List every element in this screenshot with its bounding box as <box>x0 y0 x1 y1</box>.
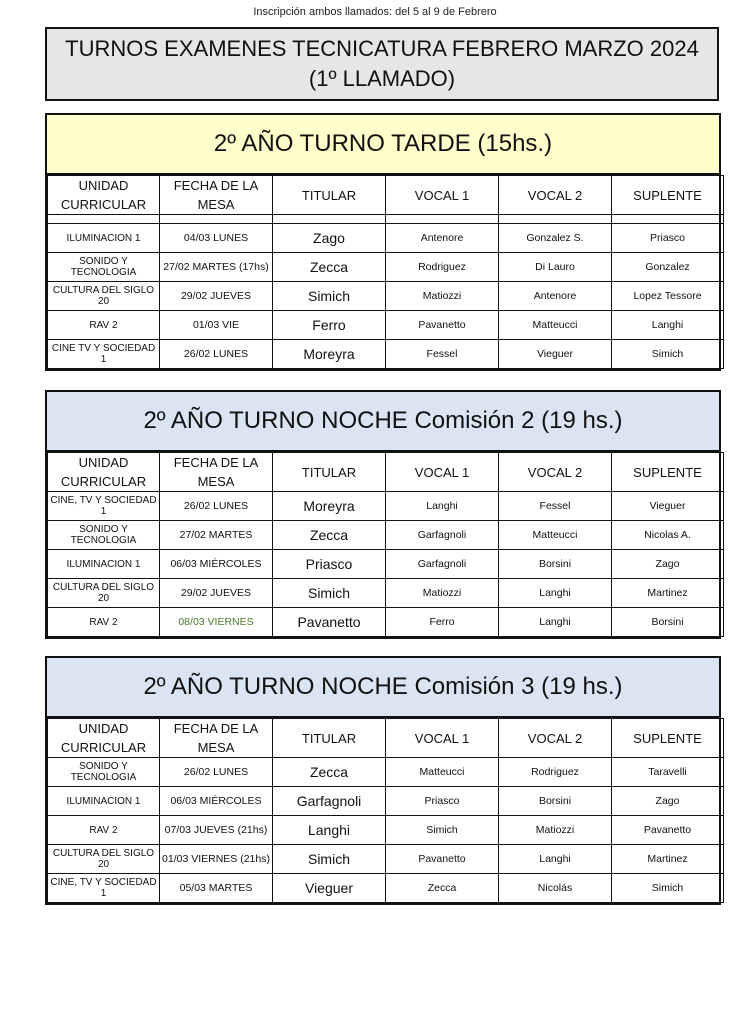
cell-vocal-2: Matteucci <box>499 311 612 340</box>
cell-titular: Langhi <box>273 816 386 845</box>
table-row <box>48 550 724 579</box>
header-vocal-2: VOCAL 2 <box>499 176 612 215</box>
table-row <box>48 874 724 903</box>
cell-vocal-2: Di Lauro <box>499 253 612 282</box>
cell-vocal-2: Rodriguez <box>499 758 612 787</box>
table-row <box>48 758 724 787</box>
cell-suplente: Taravelli <box>612 758 724 787</box>
cell-suplente: Pavanetto <box>612 816 724 845</box>
header-vocal-1: VOCAL 1 <box>386 453 499 492</box>
cell-vocal-2: Gonzalez S. <box>499 224 612 253</box>
header-vocal-1: VOCAL 1 <box>386 176 499 215</box>
cell-suplente: Zago <box>612 787 724 816</box>
section-title: 2º AÑO TURNO NOCHE Comisión 3 (19 hs.) <box>47 658 719 718</box>
cell-suplente: Simich <box>612 340 724 369</box>
table-row <box>48 253 724 282</box>
cell-vocal-1: Langhi <box>386 492 499 521</box>
cell-fecha: 27/02 MARTES <box>160 521 273 550</box>
section-title: 2º AÑO TURNO TARDE (15hs.) <box>47 115 719 175</box>
cell-vocal-2: Borsini <box>499 787 612 816</box>
cell-vocal-1: Zecca <box>386 874 499 903</box>
header-unidad: UNIDAD CURRICULAR <box>48 453 160 492</box>
cell-suplente: Martinez <box>612 845 724 874</box>
cell-suplente: Simich <box>612 874 724 903</box>
page-title-line-2: (1º LLAMADO) <box>308 66 456 91</box>
header-suplente: SUPLENTE <box>612 453 724 492</box>
cell-suplente: Langhi <box>612 311 724 340</box>
header-fecha: FECHA DE LA MESA <box>160 176 273 215</box>
cell-vocal-1: Matiozzi <box>386 579 499 608</box>
header-fecha: FECHA DE LA MESA <box>160 453 273 492</box>
cell-fecha: 29/02 JUEVES <box>160 282 273 311</box>
cell-unidad: SONIDO Y TECNOLOGIA <box>48 521 160 550</box>
schedule-section-noche-comision-2 <box>45 390 721 639</box>
cell-unidad: SONIDO Y TECNOLOGIA <box>48 758 160 787</box>
cell-vocal-2: Langhi <box>499 845 612 874</box>
table-row <box>48 340 724 369</box>
cell-unidad: SONIDO Y TECNOLOGIA <box>48 253 160 282</box>
table-row <box>48 608 724 637</box>
cell-vocal-2: Fessel <box>499 492 612 521</box>
schedule-table <box>47 718 724 903</box>
cell-unidad: ILUMINACION 1 <box>48 787 160 816</box>
cell-titular: Zecca <box>273 758 386 787</box>
cell-vocal-2: Nicolás <box>499 874 612 903</box>
cell-vocal-1: Priasco <box>386 787 499 816</box>
cell-titular: Garfagnoli <box>273 787 386 816</box>
section-title: 2º AÑO TURNO NOCHE Comisión 2 (19 hs.) <box>47 392 719 452</box>
table-row <box>48 787 724 816</box>
cell-fecha-highlighted: 08/03 VIERNES <box>160 608 273 637</box>
cell-fecha: 26/02 LUNES <box>160 340 273 369</box>
table-header-row <box>48 176 724 215</box>
registration-note: Inscripción ambos llamados: del 5 al 9 de Febrero <box>253 6 497 18</box>
cell-vocal-1: Fessel <box>386 340 499 369</box>
cell-fecha: 04/03 LUNES <box>160 224 273 253</box>
schedule-section-tarde <box>45 113 721 371</box>
cell-titular: Vieguer <box>273 874 386 903</box>
header-vocal-2: VOCAL 2 <box>499 719 612 758</box>
cell-fecha: 06/03 MIÉRCOLES <box>160 787 273 816</box>
cell-titular: Zago <box>273 224 386 253</box>
table-row <box>48 311 724 340</box>
cell-titular: Moreyra <box>273 340 386 369</box>
spacer-row <box>48 215 724 224</box>
cell-vocal-1: Matiozzi <box>386 282 499 311</box>
cell-vocal-1: Garfagnoli <box>386 521 499 550</box>
header-unidad: UNIDAD CURRICULAR <box>48 719 160 758</box>
cell-unidad: CULTURA DEL SIGLO 20 <box>48 845 160 874</box>
cell-vocal-1: Pavanetto <box>386 311 499 340</box>
cell-unidad: CINE TV Y SOCIEDAD 1 <box>48 340 160 369</box>
cell-titular: Moreyra <box>273 492 386 521</box>
cell-titular: Ferro <box>273 311 386 340</box>
cell-unidad: CINE, TV Y SOCIEDAD 1 <box>48 874 160 903</box>
header-vocal-1: VOCAL 1 <box>386 719 499 758</box>
header-suplente: SUPLENTE <box>612 176 724 215</box>
cell-vocal-2: Langhi <box>499 608 612 637</box>
cell-unidad: CULTURA DEL SIGLO 20 <box>48 579 160 608</box>
cell-fecha: 26/02 LUNES <box>160 758 273 787</box>
cell-unidad: RAV 2 <box>48 608 160 637</box>
header-titular: TITULAR <box>273 453 386 492</box>
cell-unidad: ILUMINACION 1 <box>48 224 160 253</box>
cell-vocal-1: Rodriguez <box>386 253 499 282</box>
table-row <box>48 224 724 253</box>
cell-fecha: 29/02 JUEVES <box>160 579 273 608</box>
cell-suplente: Nicolas A. <box>612 521 724 550</box>
cell-suplente: Lopez Tessore <box>612 282 724 311</box>
cell-vocal-2: Antenore <box>499 282 612 311</box>
cell-titular: Priasco <box>273 550 386 579</box>
cell-vocal-2: Matiozzi <box>499 816 612 845</box>
cell-vocal-1: Matteucci <box>386 758 499 787</box>
cell-suplente: Martinez <box>612 579 724 608</box>
header-titular: TITULAR <box>273 719 386 758</box>
cell-vocal-1: Antenore <box>386 224 499 253</box>
cell-fecha: 27/02 MARTES (17hs) <box>160 253 273 282</box>
cell-fecha: 06/03 MIÉRCOLES <box>160 550 273 579</box>
header-fecha: FECHA DE LA MESA <box>160 719 273 758</box>
schedule-table <box>47 175 724 369</box>
cell-titular: Simich <box>273 579 386 608</box>
table-header-row <box>48 719 724 758</box>
cell-suplente: Zago <box>612 550 724 579</box>
page-title <box>45 27 719 101</box>
header-vocal-2: VOCAL 2 <box>499 453 612 492</box>
table-row <box>48 521 724 550</box>
cell-vocal-1: Ferro <box>386 608 499 637</box>
header-suplente: SUPLENTE <box>612 719 724 758</box>
cell-titular: Zecca <box>273 521 386 550</box>
cell-vocal-1: Garfagnoli <box>386 550 499 579</box>
cell-unidad: RAV 2 <box>48 816 160 845</box>
cell-vocal-2: Langhi <box>499 579 612 608</box>
cell-titular: Pavanetto <box>273 608 386 637</box>
table-row <box>48 845 724 874</box>
cell-titular: Simich <box>273 282 386 311</box>
table-row <box>48 816 724 845</box>
cell-vocal-2: Borsini <box>499 550 612 579</box>
cell-vocal-2: Vieguer <box>499 340 612 369</box>
page-title-line-1: TURNOS EXAMENES TECNICATURA FEBRERO MARZO 2024 <box>65 36 699 61</box>
cell-fecha: 07/03 JUEVES (21hs) <box>160 816 273 845</box>
cell-suplente: Gonzalez <box>612 253 724 282</box>
cell-vocal-1: Pavanetto <box>386 845 499 874</box>
cell-fecha: 05/03 MARTES <box>160 874 273 903</box>
table-row <box>48 492 724 521</box>
cell-unidad: CINE, TV Y SOCIEDAD 1 <box>48 492 160 521</box>
schedule-section-noche-comision-3 <box>45 656 721 905</box>
cell-unidad: RAV 2 <box>48 311 160 340</box>
table-header-row <box>48 453 724 492</box>
header-unidad: UNIDAD CURRICULAR <box>48 176 160 215</box>
schedule-table <box>47 452 724 637</box>
cell-suplente: Vieguer <box>612 492 724 521</box>
cell-unidad: CULTURA DEL SIGLO 20 <box>48 282 160 311</box>
cell-vocal-2: Matteucci <box>499 521 612 550</box>
cell-suplente: Borsini <box>612 608 724 637</box>
header-titular: TITULAR <box>273 176 386 215</box>
table-row <box>48 282 724 311</box>
cell-titular: Simich <box>273 845 386 874</box>
cell-unidad: ILUMINACION 1 <box>48 550 160 579</box>
cell-fecha: 01/03 VIE <box>160 311 273 340</box>
cell-vocal-1: Simich <box>386 816 499 845</box>
table-row <box>48 579 724 608</box>
cell-titular: Zecca <box>273 253 386 282</box>
cell-fecha: 26/02 LUNES <box>160 492 273 521</box>
cell-fecha: 01/03 VIERNES (21hs) <box>160 845 273 874</box>
cell-suplente: Priasco <box>612 224 724 253</box>
